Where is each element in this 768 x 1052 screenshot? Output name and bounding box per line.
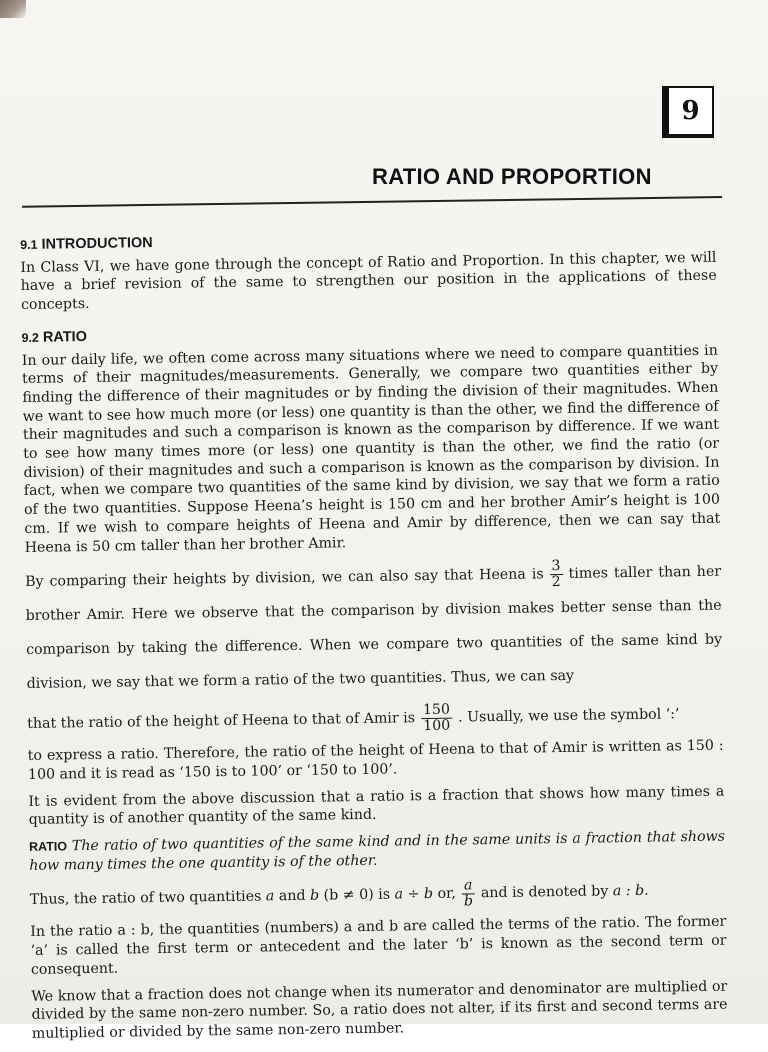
fraction-denominator: 100: [423, 717, 451, 734]
paragraph-text: and is denoted by: [480, 883, 609, 902]
ratio-definition: [29, 828, 725, 876]
page-content: [20, 226, 728, 1052]
definition-label: RATIO: [28, 839, 68, 854]
variable-a: a: [265, 888, 275, 905]
chapter-number: 9: [681, 96, 700, 126]
division-expression: a ÷ b: [394, 886, 434, 903]
paragraph-text: that the ratio of the height of Heena to that of Amir is: [27, 710, 416, 733]
fraction-150-100: [421, 702, 453, 733]
ratio-paragraph-5: It is evident from the above discussion that a ratio is a fraction that shows how many times a quantity is of another quantity of the same kind.: [28, 783, 725, 829]
ratio-paragraph-1: In our daily life, we often come across many situations where we need to compare quantities in terms of their magnitudes/measurements. Generally, we compare two quantities either by finding the difference of their magnitudes or by finding the division of their magnitudes. When we want to see how much more (or less) one quantity is than the other, we find the difference of their magnitudes and such a comparison is known as the comparison by difference. If we want to see how many times more (or less) one quantity is than the other, we find the ratio (or division) of their magnitudes and such a comparison is known as the comparison by division. In fact, when we compare two quantities of the same kind by division, we say that we form a ratio of the two quantities. Suppose Heena’s height is 150 cm and her brother Amir’s height is 100 cm. If we wish to compare heights of Heena and Amir by difference, then we can say that Heena is 50 cm taller than her brother Amir.: [21, 342, 721, 556]
fraction-denominator: 2: [551, 573, 561, 590]
fraction-numerator: a: [462, 878, 475, 894]
chapter-number-box: [662, 86, 714, 138]
ratio-paragraph-6: [30, 873, 726, 917]
fraction-numerator: 3: [549, 559, 562, 575]
section-title: RATIO: [42, 328, 88, 346]
paragraph-text: is: [378, 887, 391, 904]
ratio-paragraph-7: In the ratio a : b, the quantities (numbers) a and b are called the terms of the ratio. The former ‘a’ is called the first term or antecedent and the later ‘b’ is known as the second term or consequent.: [30, 914, 727, 978]
definition-text: The ratio of two quantities of the same kind and in the same units is a fraction that shows how many times the one quantity is of the other.: [29, 828, 726, 874]
fraction-numerator: 150: [421, 702, 452, 718]
intro-paragraph: In Class VI, we have gone through the concept of Ratio and Proportion. In this chapter, we will have a brief revision of the same to strengthen our position in the applications of these concepts.: [20, 249, 717, 314]
variable-b: b: [309, 888, 320, 905]
chapter-title: RATIO AND PROPORTION: [372, 164, 652, 189]
paragraph-text: and: [278, 888, 306, 905]
section-number: 9.1: [20, 237, 38, 252]
fraction-a-over-b: [462, 878, 476, 909]
ratio-notation: a : b.: [612, 883, 649, 900]
paragraph-text: or,: [437, 886, 456, 903]
fraction-three-halves: [549, 559, 562, 590]
title-divider: [22, 196, 722, 208]
paragraph-text: Thus, the ratio of two quantities: [29, 888, 262, 909]
ratio-paragraph-3: [27, 697, 723, 741]
ratio-paragraph-8: We know that a fraction does not change when its numerator and denominator are multiplied or divided by the same non-zero number. So, a ratio does not alter, if its first and second terms are multiplied or divided by the same non-zero number.: [31, 978, 728, 1042]
nonzero-condition: (b ≠ 0): [323, 887, 374, 905]
section-number: 9.2: [21, 330, 40, 345]
paragraph-text: times taller than her brother Amir. Here we observe that the comparison by division makes better sense than the comparison by taking the difference. When we compare two quantities of the same kind by division, we say that we form a ratio of the two quantities. Thus, we can say: [25, 563, 723, 693]
ratio-paragraph-4: to express a ratio. Therefore, the ratio of the height of Heena to that of Amir is written as 150 : 100 and it is read as ‘150 is to 100’ or ‘150 to 100’.: [27, 737, 724, 783]
paragraph-text: . Usually, we use the symbol ‘:’: [457, 706, 680, 726]
ratio-paragraph-2: [25, 555, 723, 701]
section-title: INTRODUCTION: [41, 235, 153, 253]
fraction-denominator: b: [463, 893, 474, 910]
paragraph-text: By comparing their heights by division, we can also say that Heena is: [25, 566, 544, 591]
page-corner-shadow: [0, 0, 26, 18]
